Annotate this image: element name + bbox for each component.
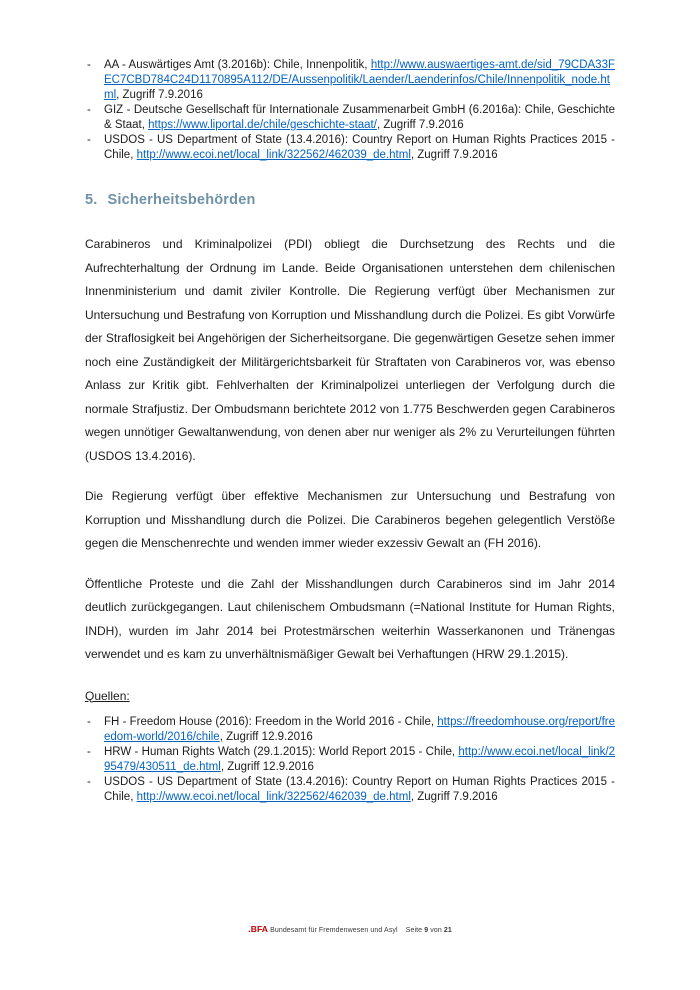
source-text: GIZ - Deutsche Gesellschaft für Internationale Zusammenarbeit GmbH (6.2016a): Chile, Geschichte & Staat,: [104, 104, 615, 131]
page-footer: [0, 924, 700, 934]
source-link[interactable]: http://www.auswaertiges-amt.de/sid_79CDA33FEC7CBD784C24D1170895A112/DE/Aussenpolitik/Laender/Laenderinfos/Chile/Innenpolitik_node.html: [104, 59, 615, 101]
bullet-dash: -: [87, 59, 91, 71]
source-list-item: [85, 775, 615, 805]
top-source-list: [85, 58, 615, 163]
source-text: , Zugriff 7.9.2016: [410, 790, 498, 803]
source-list-item: [85, 133, 615, 163]
source-link[interactable]: http://www.ecoi.net/local_link/295479/430511_de.html: [104, 745, 615, 773]
footer-page-label: Seite: [405, 927, 423, 934]
source-text: , Zugriff 7.9.2016: [410, 149, 498, 161]
source-list-item: [85, 715, 615, 745]
source-text: USDOS - US Department of State (13.4.2016): Country Report on Human Rights Practices 2015 - Chile,: [104, 775, 615, 803]
bullet-dash: -: [87, 104, 91, 116]
source-text: , Zugriff 7.9.2016: [116, 89, 203, 101]
section-heading-text: Sicherheitsbehörden: [107, 192, 256, 208]
source-list-item: [85, 103, 615, 133]
body-paragraph: Carabineros und Kriminalpolizei (PDI) obliegt die Durchsetzung des Rechts und die Aufrechterhaltung der Ordnung im Lande. Beide Organisationen unterstehen dem chilenischen Innenministerium und damit ziviler Kontrolle. Die Regierung verfügt über Mechanismen zur Untersuchung und Bestrafung von Korruption und Misshandlung durch die Polizei. Es gibt Vorwürfe der Straflosigkeit bei Angehörigen der Sicherheitsorgane. Die gegenwärtigen Gesetze sehen immer noch eine Zuständigkeit der Militärgerichtsbarkeit für Straftaten von Carabineros vor, was ebenso Anlass zur Kritik gibt. Fehlverhalten der Kriminalpolizei unterliegen der Verfolgung durch die normale Strafjustiz. Der Ombudsmann berichtete 2012 von 1.775 Beschwerden gegen Carabineros wegen unnötiger Gewaltanwendung, von denen aber nur weniger als 2% zu Verurteilungen führten (USDOS 13.4.2016).: [85, 237, 615, 463]
source-link[interactable]: http://www.ecoi.net/local_link/322562/462039_de.html: [136, 149, 411, 161]
source-list-item: [85, 58, 615, 103]
source-list-item: [85, 745, 615, 775]
footer-page-number: 9: [424, 927, 429, 934]
quellen-source-list: [85, 715, 615, 805]
sources-label: Quellen:: [85, 688, 130, 703]
source-link[interactable]: https://freedomhouse.org/report/freedom-world/2016/chile: [104, 715, 615, 743]
footer-page-label-von: von: [430, 927, 442, 934]
source-text: HRW - Human Rights Watch (29.1.2015): World Report 2015 - Chile,: [104, 745, 459, 758]
source-text: FH - Freedom House (2016): Freedom in the World 2016 - Chile,: [104, 715, 438, 728]
body-paragraph: Öffentliche Proteste und die Zahl der Misshandlungen durch Carabineros sind im Jahr 2014 deutlich zurückgegangen. Laut chilenischem Ombudsmann (=National Institute for Human Rights, INDH), wurden im Jahr 2014 bei Protestmärschen weiterhin Wasserkanonen und Tränengas verwendet und es kam zu unverhältnismäßiger Gewalt bei Verhaftungen (HRW 29.1.2015).: [85, 576, 615, 661]
source-text: AA - Auswärtiges Amt (3.2016b): Chile, Innenpolitik,: [104, 59, 371, 71]
source-text: USDOS - US Department of State (13.4.2016): Country Report on Human Rights Practices 2015 - Chile,: [104, 134, 615, 161]
footer-org: Bundesamt für Fremdenwesen und Asyl: [270, 927, 398, 934]
footer-page-total: 21: [443, 927, 452, 934]
source-text: , Zugriff 12.9.2016: [220, 760, 314, 773]
source-text: , Zugriff 12.9.2016: [219, 730, 313, 743]
section-heading-number: 5.: [85, 192, 98, 208]
source-link[interactable]: http://www.ecoi.net/local_link/322562/462039_de.html: [136, 790, 411, 803]
source-link[interactable]: https://www.liportal.de/chile/geschichte-staat/: [148, 119, 377, 131]
body-paragraph: Die Regierung verfügt über effektive Mechanismen zur Untersuchung und Bestrafung von Korruption und Misshandlung durch die Polizei. Die Carabineros begehen gelegentlich Verstöße gegen die Menschenrechte und wenden immer wieder exzessiv Gewalt an (FH 2016).: [85, 489, 615, 550]
bullet-dash: -: [87, 715, 91, 728]
section-body: [85, 233, 615, 667]
bullet-dash: -: [87, 775, 91, 788]
footer-logo-dot: .: [248, 924, 251, 934]
bullet-dash: -: [87, 745, 91, 758]
footer-logo: BFA: [250, 924, 269, 934]
section-heading: [85, 192, 615, 208]
source-text: , Zugriff 7.9.2016: [376, 119, 464, 131]
bullet-dash: -: [87, 134, 91, 146]
